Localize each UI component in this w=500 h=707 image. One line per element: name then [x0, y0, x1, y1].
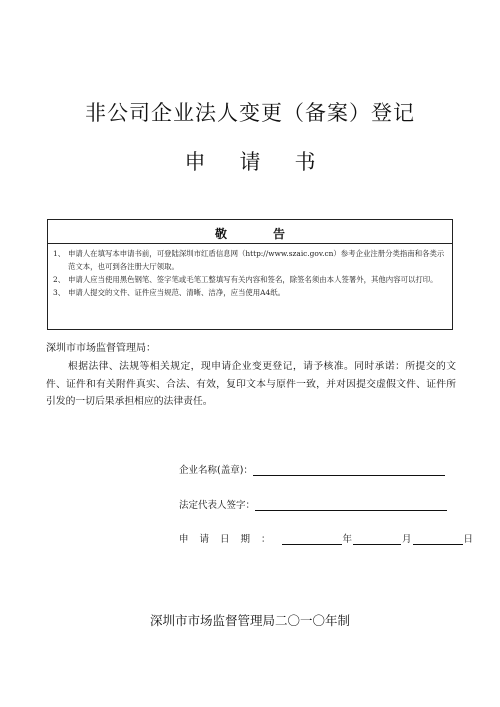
month-unit: 月 [402, 534, 412, 545]
legal-rep-label: 法定代表人签字： [179, 500, 256, 511]
company-name-field[interactable] [253, 463, 445, 476]
notice-item [53, 247, 447, 273]
notice-item-number: 1、 [53, 249, 66, 258]
addressee: 深圳市市场监督管理局： [46, 343, 156, 354]
legal-rep-row [179, 497, 447, 513]
notice-item-number: 2、 [53, 275, 66, 284]
month-field[interactable] [353, 532, 401, 545]
notice-heading: 敬告 [214, 227, 331, 241]
notice-item-text: 申请人在填写本申请书前，可登陆深圳市红盾信息网（http://www.szaic.gov.cn）参考企业注册分类指南和各类示范文本，也可到各注册大厅领取。 [68, 249, 445, 271]
legal-rep-signature-field[interactable] [255, 498, 447, 511]
issuer-footer: 深圳市市场监督管理局二〇一〇年制 [149, 613, 350, 628]
year-unit: 年 [342, 534, 353, 545]
notice-item [53, 273, 447, 286]
notice-item-text: 申请人提交的文件、证件应当规范、清晰、洁净，应当使用A4纸。 [68, 288, 285, 297]
company-name-row [179, 462, 445, 478]
notice-item [53, 286, 447, 299]
day-field[interactable] [413, 532, 463, 545]
notice-item-text: 申请人应当使用黑色钢笔、签字笔或毛笔工整填写有关内容和签名，除签名须由本人签署外，其他内容可以打印。 [68, 275, 438, 284]
year-field[interactable] [282, 532, 342, 545]
notice-item-number: 3、 [53, 288, 66, 297]
application-date-label: 申请日期： [179, 534, 282, 545]
application-statement: 根据法律、法规等相关规定，现申请企业变更登记，请予核准。同时承诺：所提交的文件、证件和有关附件真实、合法、有效，复印文本与原件一致，并对因提交虚假文件、证件所引发的一切后果承担相应的法律责任。 [46, 361, 456, 407]
day-unit: 日 [463, 534, 474, 545]
form-title: 非公司企业法人变更（备案）登记 [85, 101, 415, 125]
company-name-label: 企业名称(盖章)： [179, 465, 253, 476]
notice-heading-divider [48, 243, 452, 244]
application-date-row [179, 531, 474, 547]
notice-list [53, 247, 447, 299]
notice-box [47, 219, 453, 330]
form-subtitle: 申请书 [184, 150, 350, 174]
